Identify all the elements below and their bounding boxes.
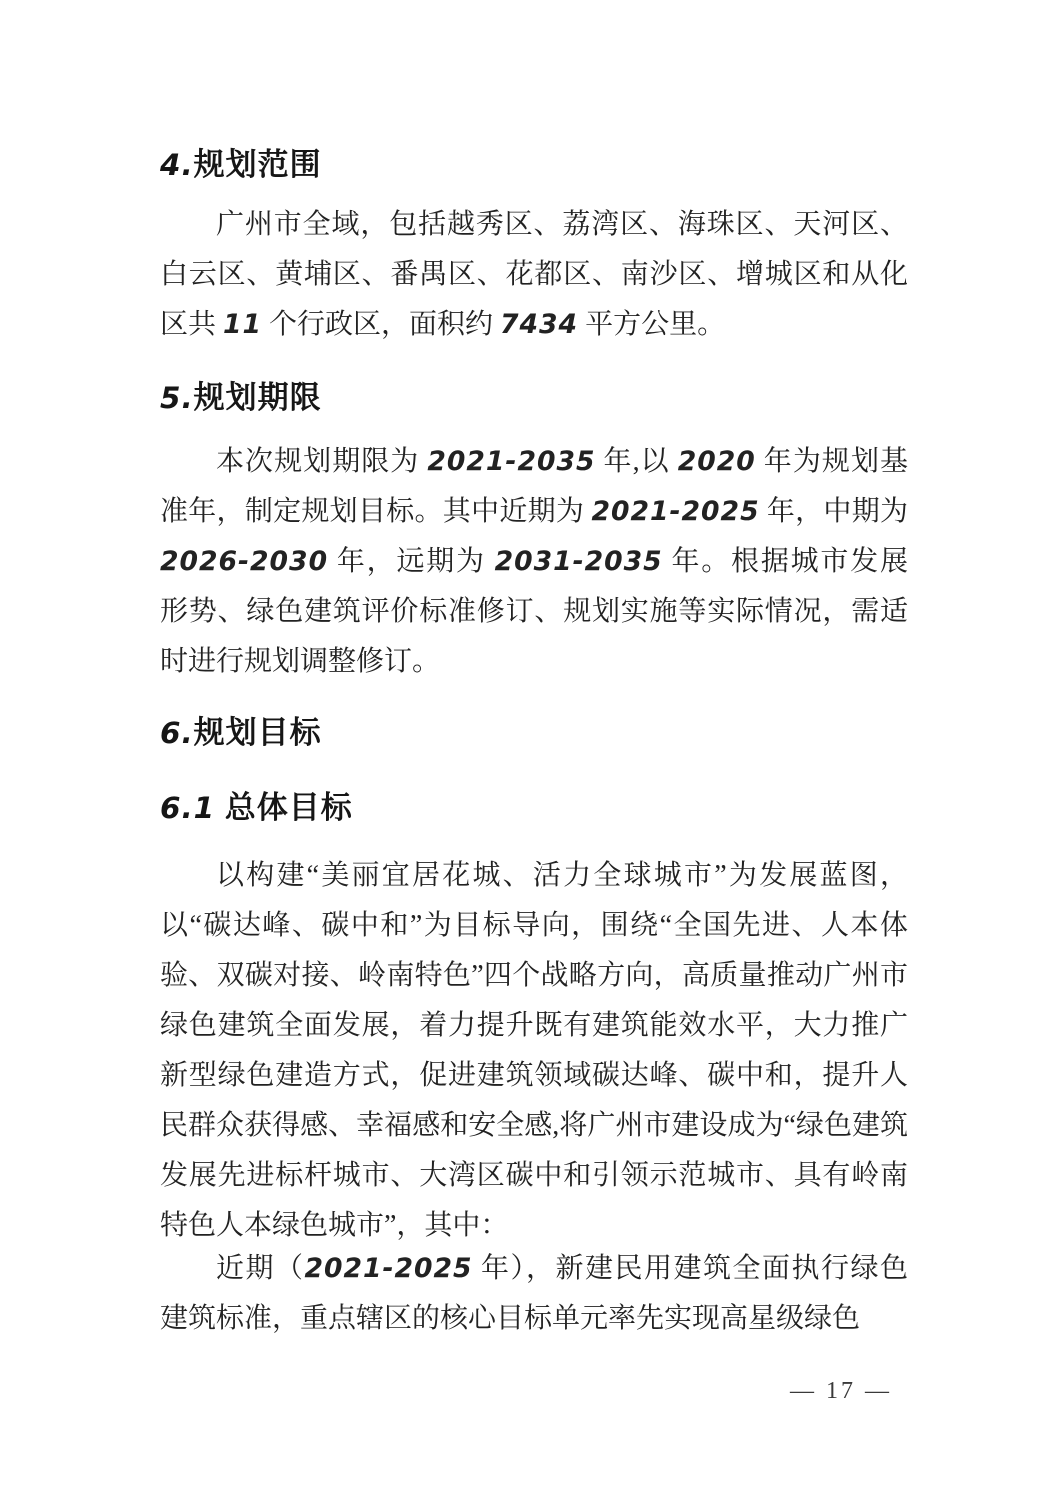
section-5-paragraph: 本次规划期限为 2021-2035 年,以 2020 年为规划基准年，制定规划目标。其中近期为 2021-2025 年，中期为 2026-2030 年，远期为 2031-2035 年。根据城市发展形势、绿色建筑评价标准修订、规划实施等实际情况，需适时进行规划调整修订。: [160, 446, 908, 677]
section-6-heading: 6.规划目标: [160, 715, 322, 750]
section-5-heading: 5.规划期限: [160, 380, 322, 415]
page-number: — 17 —: [790, 1378, 892, 1404]
section-4-heading: 4.规划范围: [160, 147, 322, 182]
subsection-6-1-paragraph-1: 以构建“美丽宜居花城、活力全球城市”为发展蓝图，以“碳达峰、碳中和”为目标导向，围绕“全国先进、人本体验、双碳对接、岭南特色”四个战略方向，高质量推动广州市绿色建筑全面发展，着力提升既有建筑能效水平，大力推广新型绿色建造方式，促进建筑领域碳达峰、碳中和，提升人民群众获得感、幸福感和安全感,将广州市建设成为“绿色建筑发展先进标杆城市、大湾区碳中和引领示范城市、具有岭南特色人本绿色城市”，其中：: [160, 860, 908, 1241]
subsection-6-1-heading: 6.1 总体目标: [160, 790, 353, 825]
section-4-paragraph: 广州市全域，包括越秀区、荔湾区、海珠区、天河区、白云区、黄埔区、番禺区、花都区、南沙区、增城区和从化区共 11 个行政区，面积约 7434 平方公里。: [160, 209, 908, 340]
subsection-6-1-paragraph-2: 近期（2021-2025 年），新建民用建筑全面执行绿色建筑标准，重点辖区的核心目标单元率先实现高星级绿色: [160, 1253, 908, 1334]
